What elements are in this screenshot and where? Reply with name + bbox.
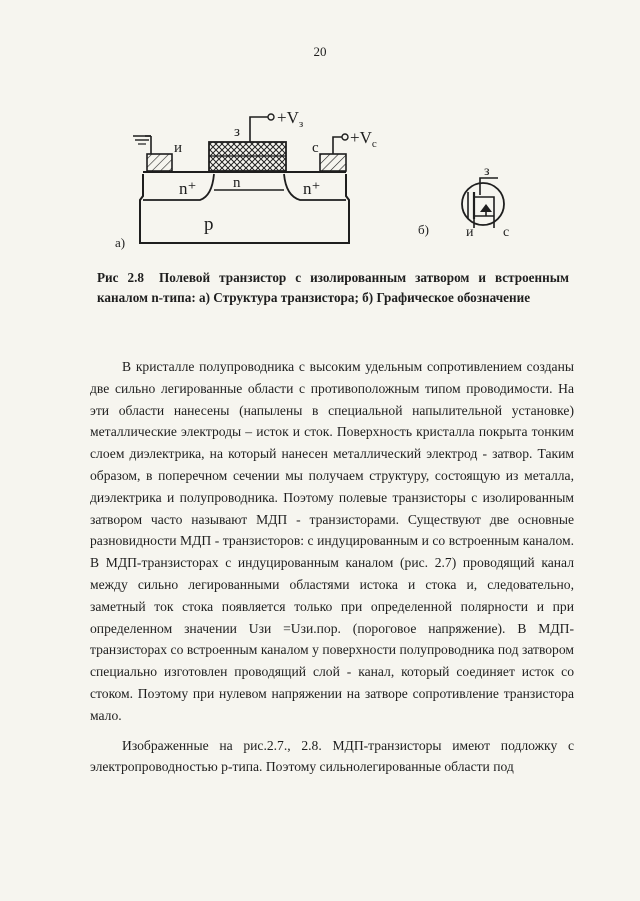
drain-electrode <box>320 154 346 171</box>
region-substrate: p <box>204 214 214 235</box>
symbol-label-gate: з <box>484 164 490 179</box>
substrate-arrow-icon <box>480 204 492 212</box>
label-drain: с <box>312 140 319 156</box>
panel-label-a: а) <box>115 235 126 250</box>
paragraph: В кристалле полупроводника с высоким удельным сопротивлением созданы две сильно легированные области с противоположным типом проводимости. На эти области нанесены (напылены в специальной напылительной установке) металлические электроды – исток и сток. Поверхность кристалла покрыта тонким слоем диэлектрика, на который нанесен металлический электрод - затвор. Таким образом, в поперечном сечении мы получаем структуру, состоящую из металла, диэлектрика и полупроводника. Поэтому полевые транзисторы с изолированным затвором часто называют МДП - транзисторами. Существуют две основные разновидности МДП - транзисторов: с индуцированным и со встроенным каналом. В МДП-транзисторах с индуцированным каналом (рис. 2.7) проводящий канал между сильно легированными областями истока и стока и, следовательно, заметный ток стока появляется только при определенной полярности и при определенном значении Uзи =Uзи.пор. (пороговое напряжение). В МДП-транзисторах со встроенным каналом у поверхности полупроводника под затвором специально изготовлен проводящий слой - канал, который соединяет исток со стоком. Поэтому при нулевом напряжении на затворе сопротивление транзистора мало. <box>90 359 574 723</box>
caption-number: Рис 2.8 <box>97 270 144 285</box>
source-electrode <box>147 154 172 171</box>
panel-label-b: б) <box>418 222 429 237</box>
drain-terminal-icon <box>342 134 348 140</box>
drain-lead <box>333 137 342 154</box>
region-n-channel: n <box>233 175 241 191</box>
region-n-plus-left: n⁺ <box>179 179 197 198</box>
region-n-plus-right: n⁺ <box>303 179 321 198</box>
gate-voltage-label: $+V_з$ <box>277 108 304 130</box>
page-number: 20 <box>313 44 327 59</box>
figure-transistor <box>0 0 640 260</box>
label-source: и <box>174 140 183 156</box>
gate-lead <box>250 117 268 142</box>
caption-text: Полевой транзистор с изолированным затвором и встроенным каналом n-типа: а) Структура транзистора; б) Графическое обозначение <box>97 270 569 305</box>
body-text <box>90 356 574 778</box>
symbol-label-drain: с <box>503 225 510 240</box>
gate-terminal-icon <box>268 114 274 120</box>
paragraph: Изображенные на рис.2.7., 2.8. МДП-транзисторы имеют подложку с электропроводностью p-типа. Поэтому сильнолегированные области под <box>90 737 574 775</box>
label-gate: з <box>234 124 240 140</box>
drain-voltage-label: $+V_с$ <box>350 128 377 150</box>
ground-icon <box>133 136 151 154</box>
symbol-label-source: и <box>466 225 474 240</box>
figure-a-structure <box>115 108 377 250</box>
figure-caption <box>97 268 569 308</box>
figure-b-symbol <box>418 164 509 240</box>
